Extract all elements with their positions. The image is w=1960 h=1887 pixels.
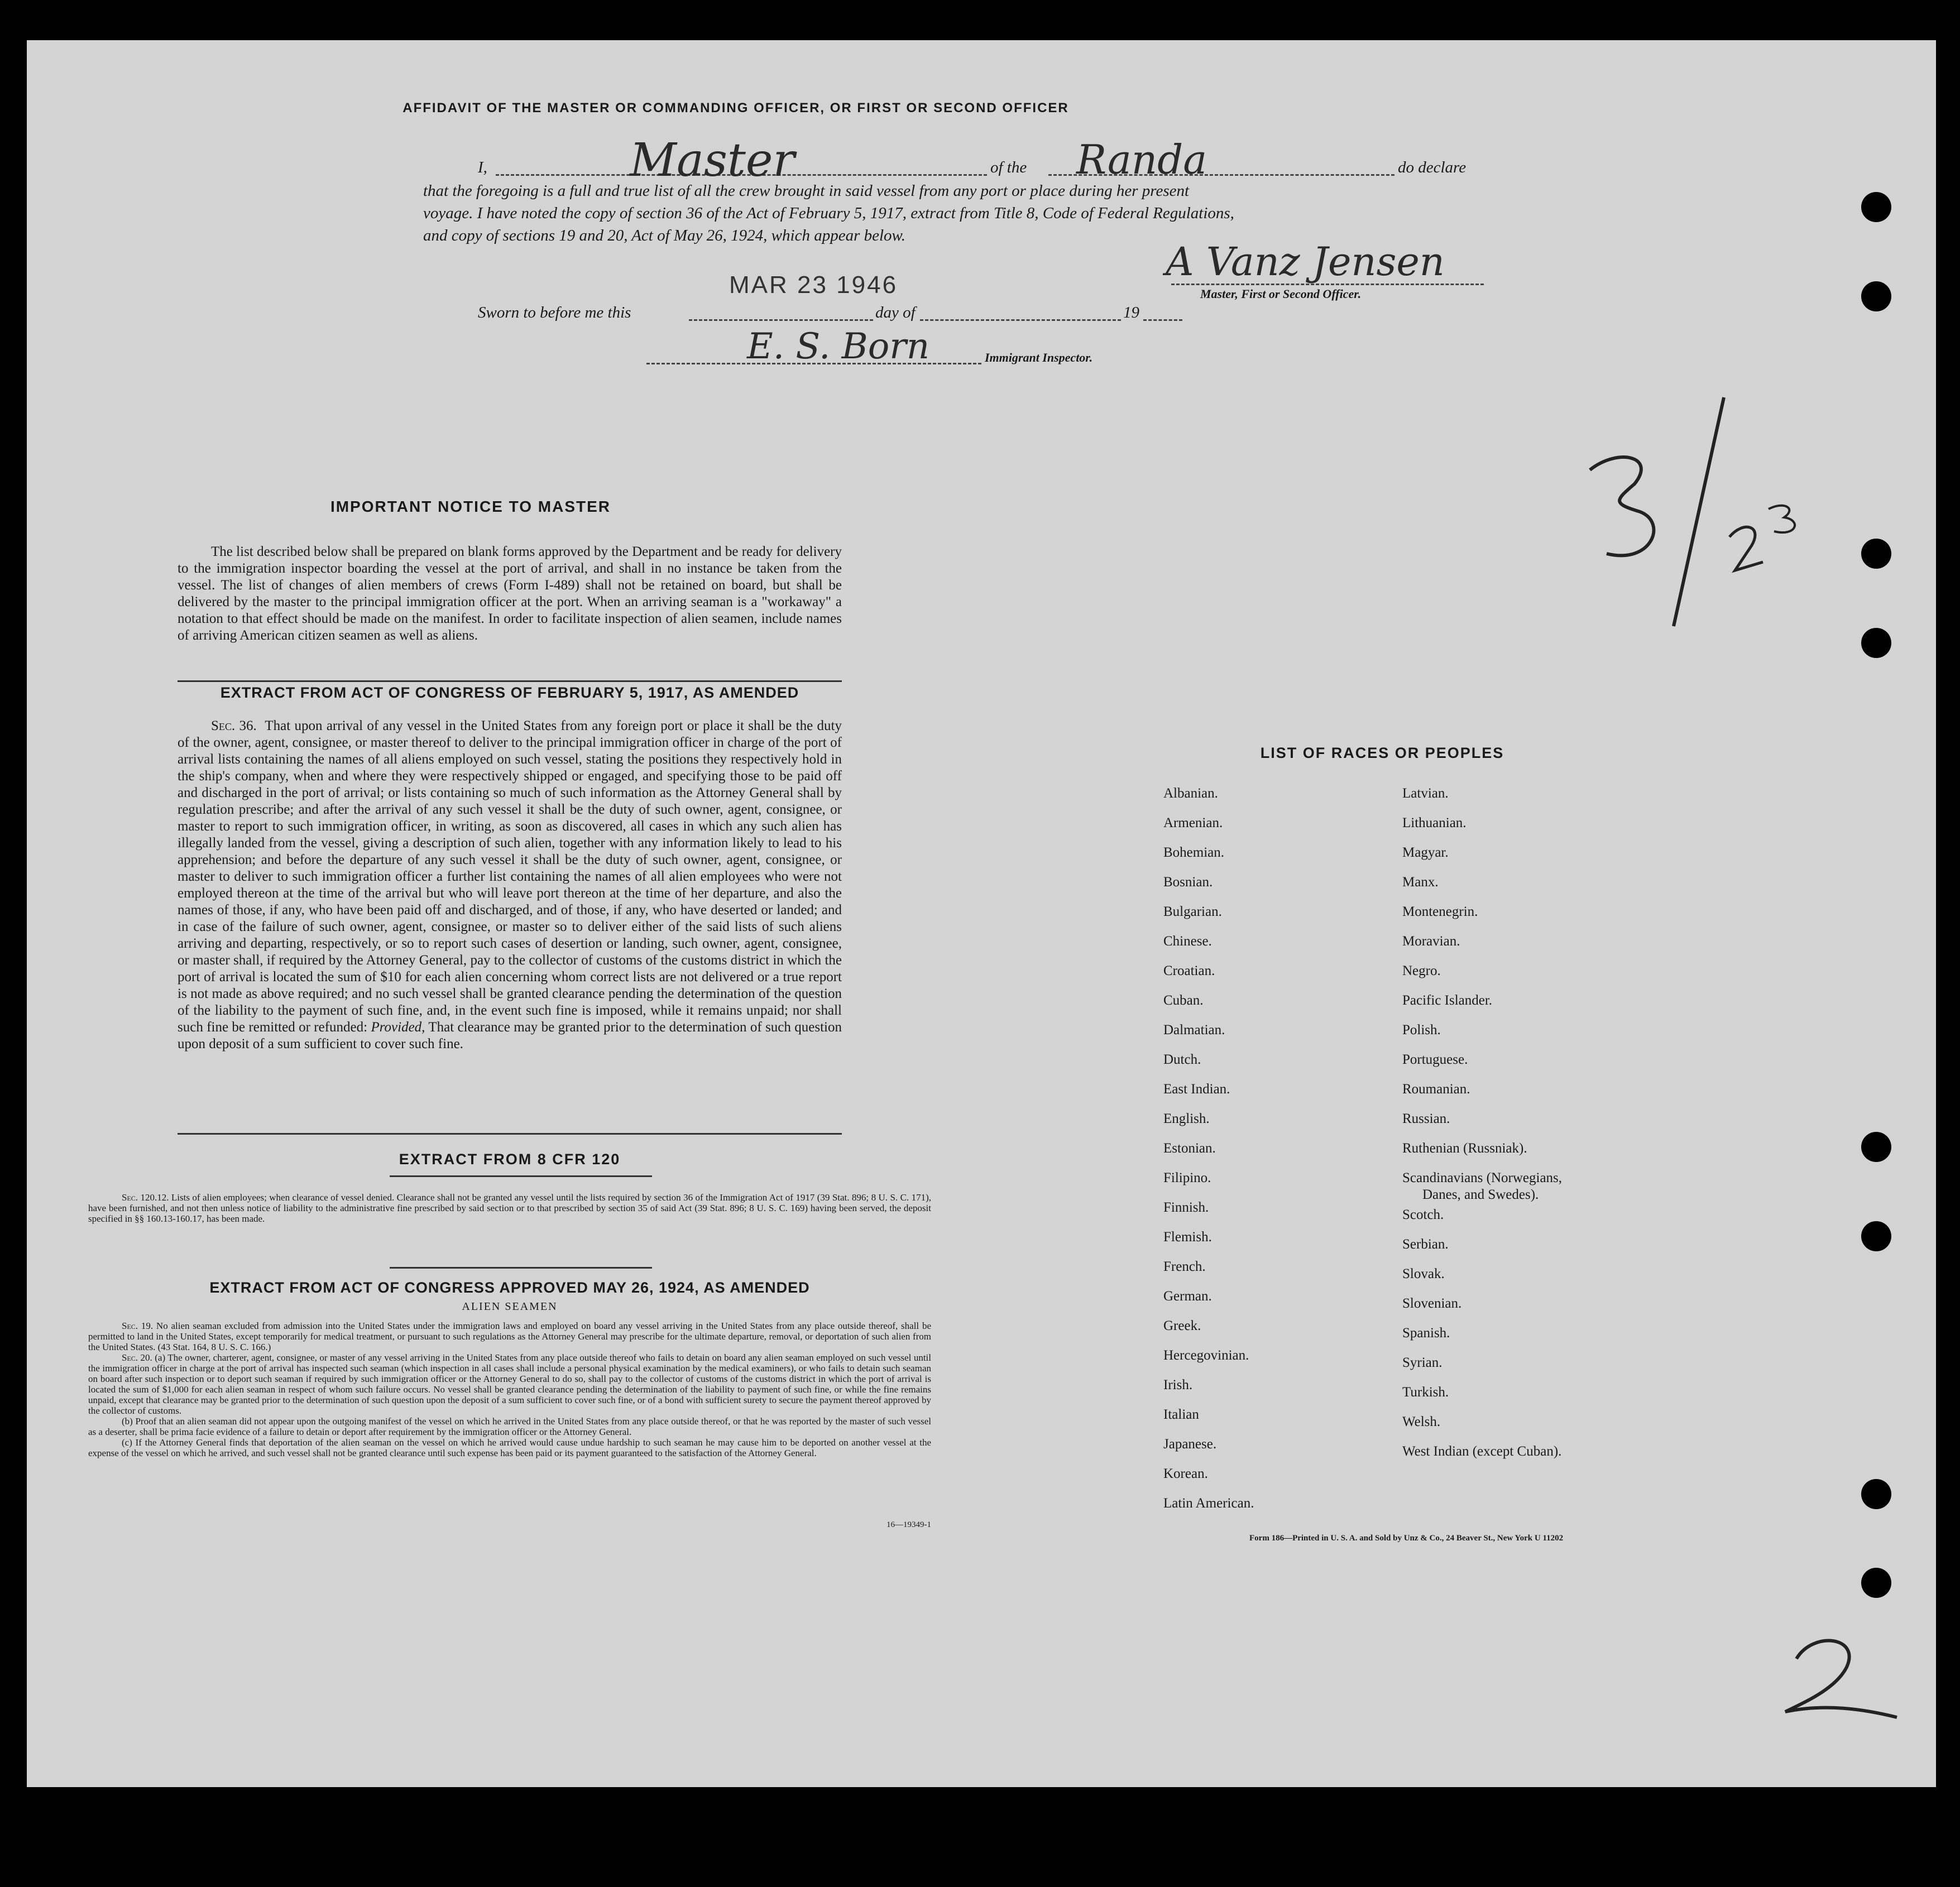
- i-label: I,: [478, 159, 487, 176]
- race-item: West Indian (except Cuban).: [1402, 1444, 1562, 1459]
- punch-hole: [1861, 1221, 1891, 1251]
- master-name-handwritten: Master: [630, 134, 795, 187]
- page-number-stroke: [1785, 1641, 1897, 1717]
- cfr-title: EXTRACT FROM 8 CFR 120: [399, 1151, 621, 1168]
- year-prefix: 19: [1123, 304, 1139, 321]
- races-title: LIST OF RACES OR PEOPLES: [1260, 745, 1504, 761]
- races-right-column: [1402, 786, 1659, 1473]
- sworn-label: Sworn to before me this: [478, 304, 631, 321]
- digit-2-stroke: [1729, 527, 1763, 570]
- race-item: Dutch.: [1163, 1052, 1201, 1067]
- race-item: Latvian.: [1402, 786, 1449, 801]
- divider-4: [390, 1267, 652, 1269]
- affidavit-line-4: and copy of sections 19 and 20, Act of May 26, 1924, which appear below.: [423, 227, 905, 244]
- race-item: Slovak.: [1402, 1266, 1445, 1281]
- date-stamp: MAR 23 1946: [729, 271, 898, 299]
- act-1917-body: [178, 718, 842, 1053]
- inspector-signature: E. S. Born: [747, 326, 930, 367]
- inspector-caption: Immigrant Inspector.: [985, 350, 1093, 364]
- race-item: Estonian.: [1163, 1141, 1216, 1156]
- inspector-signature-line: [646, 363, 981, 364]
- race-item: Portuguese.: [1402, 1052, 1468, 1067]
- race-item: Filipino.: [1163, 1170, 1211, 1185]
- race-item: Hercegovinian.: [1163, 1348, 1249, 1363]
- punch-hole: [1861, 1132, 1891, 1162]
- act-1917-provided: Provided,: [371, 1020, 425, 1035]
- cfr-sec-label: Sec. 120.12.: [122, 1192, 169, 1203]
- sec-19-text: No alien seaman excluded from admission into the United States under the immigration laws and employed on board any vessel arriving in the United States from any place outside thereof, shall be permitted to land in the United States, except temporarily for medical treatment, or pursuant to such regulations as the Attorney General may prescribe for the ultimate departure, removal, or deportation of such alien from the United States. (43 Stat. 164, 8 U. S. C. 166.): [88, 1321, 932, 1352]
- race-item: Danes, and Swedes).: [1422, 1187, 1539, 1202]
- sec-20a-text: (a) The owner, charterer, agent, consignee, or master of any vessel arriving in the United States from any place outside thereof who fails to detain on board any alien seaman employed on such vessel until the immigration officer in charge at the port of arrival has inspected such seaman (which inspection in all cases shall include a personal physical examination by the medical examiners), or who fails to detain such seaman on board after such inspection or to deport such seaman if required by such immigration officer or the Attorney General to do so, shall pay to the collector of customs of the customs district in which the port of arrival is located the sum of $1,000 for each alien seaman in respect of whom such failure occurs. No vessel shall be granted clearance pending the determination of the liability to payment of such fine, or while the fine remains unpaid, except that clearance may be granted prior to the determination of such question upon the deposit of a sum sufficient to cover such fine, or of a bond with sufficient surety to secure the payment thereof approved by the collector of customs.: [88, 1352, 932, 1416]
- sec-20b-paragraph: (b) Proof that an alien seaman did not appear upon the outgoing manifest of the vessel on which he arrived in the United States from any place outside thereof, or that he was reported by the master of such vessel as a deserter, shall be prima facie evidence of a failure to detain or deport after requirement by the immigration officer or the Attorney General.: [88, 1416, 931, 1437]
- punch-hole: [1861, 1568, 1891, 1598]
- race-item: Scotch.: [1402, 1207, 1444, 1222]
- sworn-month-line: [920, 319, 1121, 321]
- sec-19-paragraph: [88, 1321, 931, 1352]
- race-item: Dalmatian.: [1163, 1022, 1225, 1038]
- race-item: Bosnian.: [1163, 875, 1213, 890]
- act-1917-title: EXTRACT FROM ACT OF CONGRESS OF FEBRUARY 5, 1917, AS AMENDED: [220, 684, 799, 701]
- divider-1: [178, 680, 842, 682]
- race-item: Croatian.: [1163, 963, 1215, 978]
- act-1924-title: EXTRACT FROM ACT OF CONGRESS APPROVED MAY 26, 1924, AS AMENDED: [209, 1279, 810, 1296]
- sworn-day-line: [689, 319, 873, 321]
- race-item: Bohemian.: [1163, 845, 1225, 860]
- race-item: Welsh.: [1402, 1414, 1441, 1429]
- race-item: Turkish.: [1402, 1385, 1449, 1400]
- race-item: Bulgarian.: [1163, 904, 1222, 919]
- cfr-text: Lists of alien employees; when clearance of vessel denied. Clearance shall not be granted any vessel until the lists required by section 36 of the Immigration Act of 1917 (39 Stat. 896; 8 U. S. C. 171), have been furnished, and not then unless notice of liability to the administrative fine prescribed by said section or to that prescribed by section 35 of said Act (39 Stat. 896; 8 U. S. C. 169) having been served, the deposit specified in §§ 160.13-160.17, has been made.: [88, 1192, 931, 1224]
- document-page: [27, 40, 1936, 1787]
- digit-3-stroke: [1590, 457, 1654, 555]
- punch-hole: [1861, 1479, 1891, 1509]
- handwritten-date-note: [1551, 353, 1830, 643]
- race-item: Slovenian.: [1402, 1296, 1462, 1311]
- form-footer: Form 186—Printed in U. S. A. and Sold by Unz & Co., 24 Beaver St., New York U 11202: [1249, 1534, 1564, 1543]
- affidavit-title: AFFIDAVIT OF THE MASTER OR COMMANDING OFFICER, OR FIRST OR SECOND OFFICER: [402, 100, 1069, 116]
- race-item: Syrian.: [1402, 1355, 1443, 1370]
- punch-hole: [1861, 281, 1891, 311]
- punch-hole: [1861, 192, 1891, 222]
- race-item: Magyar.: [1402, 845, 1449, 860]
- notice-title: IMPORTANT NOTICE TO MASTER: [330, 498, 611, 515]
- act-1917-sec-label: Sec. 36.: [211, 718, 257, 733]
- race-item: Latin American.: [1163, 1496, 1254, 1511]
- race-item: Negro.: [1402, 963, 1441, 978]
- notice-body: The list described below shall be prepared on blank forms approved by the Department and be ready for delivery to the immigration inspector boarding the vessel at the port of arrival, and shall in no instance be taken from the vessel. The list of changes of alien members of crews (Form I-489) shall not be retained on board, but shall be delivered by the master to the principal immigration officer at the port. When an arriving seaman is a "workaway" a notation to that effect should be made on the manifest. In order to facilitate inspection of alien seamen, include names of arriving American citizen seamen as well as aliens.: [178, 544, 842, 643]
- race-item: English.: [1163, 1111, 1210, 1126]
- act-1924-body: [88, 1321, 931, 1458]
- race-item: Albanian.: [1163, 786, 1218, 801]
- race-item: Italian: [1163, 1407, 1199, 1422]
- cfr-body: [88, 1192, 931, 1224]
- race-item: Spanish.: [1402, 1326, 1450, 1341]
- race-item: Moravian.: [1402, 934, 1460, 949]
- handwritten-page-number: [1763, 1620, 1908, 1731]
- divider-2: [178, 1133, 842, 1135]
- race-item: Flemish.: [1163, 1230, 1212, 1245]
- race-item: German.: [1163, 1289, 1212, 1304]
- sec-20-label: Sec. 20.: [122, 1352, 152, 1363]
- day-of-label: day of: [875, 304, 916, 321]
- sec-19-label: Sec. 19.: [122, 1321, 154, 1331]
- race-item: Irish.: [1163, 1377, 1193, 1393]
- act-1917-text: That upon arrival of any vessel in the United States from any foreign port or place it shall be the duty of the owner, agent, consignee, or master thereof to deliver to the principal immigration officer in charge of the port of arrival lists containing the names of all aliens employed on such vessel, stating the positions they respectively hold in the ship's company, when and where they were respectively shipped or engaged, and specifying those to be paid off and discharged in the port of arrival; or lists containing so much of such information as the Attorney General shall by regulation prescribe; and after the arrival of any such vessel it shall be the duty of such owner, agent, consignee, or master to report to such immigration officer, in writing, as soon as discovered, all cases in which any such alien has illegally landed from the vessel, giving a description of such alien, together with any information likely to lead to his apprehension; and before the departure of any such vessel it shall be the duty of such owner, agent, consignee, or master to deliver to such immigration officer a further list containing the names of all alien employees who were not employed thereon at the time of the arrival but who will leave port thereon at the time of her departure, and also the names of those, if any, who have been paid off and discharged, and of those, if any, who have deserted or landed; and in case of the failure of such owner, agent, consignee, or master so to deliver either of the said lists of such aliens arriving and departing, respectively, or so to report such cases of desertion or landing, such owner, agent, consignee, or master shall, if required by the Attorney General, pay to the collector of customs of the customs district in which the port of arrival is located the sum of $10 for each alien concerning whom correct lists are not delivered or a true report is not made as above required; and no such vessel shall be granted clearance pending the determination of the question of the liability to the payment of such fine, and, in the event such fine is imposed, while it remains unpaid; nor shall such fine be remitted or refunded:: [178, 718, 842, 1035]
- race-item: Korean.: [1163, 1466, 1208, 1481]
- race-item: Manx.: [1402, 875, 1439, 890]
- race-item: Finnish.: [1163, 1200, 1209, 1215]
- slash-stroke: [1674, 397, 1724, 626]
- race-item: Polish.: [1402, 1022, 1441, 1038]
- sworn-year-line: [1143, 319, 1182, 321]
- master-signature-line: [1171, 284, 1484, 285]
- race-item: Montenegrin.: [1402, 904, 1478, 919]
- punch-hole: [1861, 628, 1891, 658]
- of-the-label: of the: [990, 159, 1027, 176]
- race-item: Armenian.: [1163, 815, 1223, 830]
- affidavit-line-3: voyage. I have noted the copy of section 36 of the Act of February 5, 1917, extract from Title 8, Code of Federal Regulations,: [423, 204, 1234, 222]
- race-item: Russian.: [1402, 1111, 1450, 1126]
- race-item: Scandinavians (Norwegians,: [1402, 1170, 1563, 1185]
- vessel-name-handwritten: Randa: [1076, 136, 1207, 183]
- race-item: Lithuanian.: [1402, 815, 1467, 830]
- affidavit-line-2: that the foregoing is a full and true list of all the crew brought in said vessel from any port or place during her present: [423, 182, 1190, 200]
- declare-label: do declare: [1398, 159, 1467, 176]
- master-signature: A Vanz Jensen: [1166, 239, 1445, 285]
- race-item: Ruthenian (Russniak).: [1402, 1141, 1527, 1156]
- punch-hole: [1861, 539, 1891, 569]
- race-item: Roumanian.: [1402, 1082, 1470, 1097]
- divider-3: [390, 1175, 652, 1177]
- act-1924-subtitle: ALIEN SEAMEN: [462, 1300, 558, 1313]
- race-item: Greek.: [1163, 1318, 1201, 1333]
- race-item: Cuban.: [1163, 993, 1204, 1008]
- race-item: Japanese.: [1163, 1437, 1217, 1452]
- master-caption: Master, First or Second Officer.: [1200, 287, 1362, 301]
- race-item: French.: [1163, 1259, 1206, 1274]
- race-item: East Indian.: [1163, 1082, 1230, 1097]
- sec-20c-paragraph: (c) If the Attorney General finds that deportation of the alien seaman on the vessel on which he arrived would cause undue hardship to such seaman he may cause him to be deported on another vessel at the expense of the vessel on which he arrived, and such vessel shall not be granted clearance until such expense has been paid or its payment guaranteed to the satisfaction of the Attorney General.: [88, 1437, 931, 1458]
- act-1917-text-end: That clearance may be granted prior to the determination of such question upon deposit of a sum sufficient to cover such fine.: [178, 1020, 842, 1051]
- race-item: Serbian.: [1402, 1237, 1449, 1252]
- race-item: Chinese.: [1163, 934, 1212, 949]
- race-item: Pacific Islander.: [1402, 993, 1493, 1008]
- races-left-column: [1163, 786, 1376, 1525]
- form-code: 16—19349-1: [886, 1520, 931, 1529]
- sec-20a-paragraph: [88, 1352, 931, 1416]
- digit-3-small-stroke: [1769, 506, 1795, 532]
